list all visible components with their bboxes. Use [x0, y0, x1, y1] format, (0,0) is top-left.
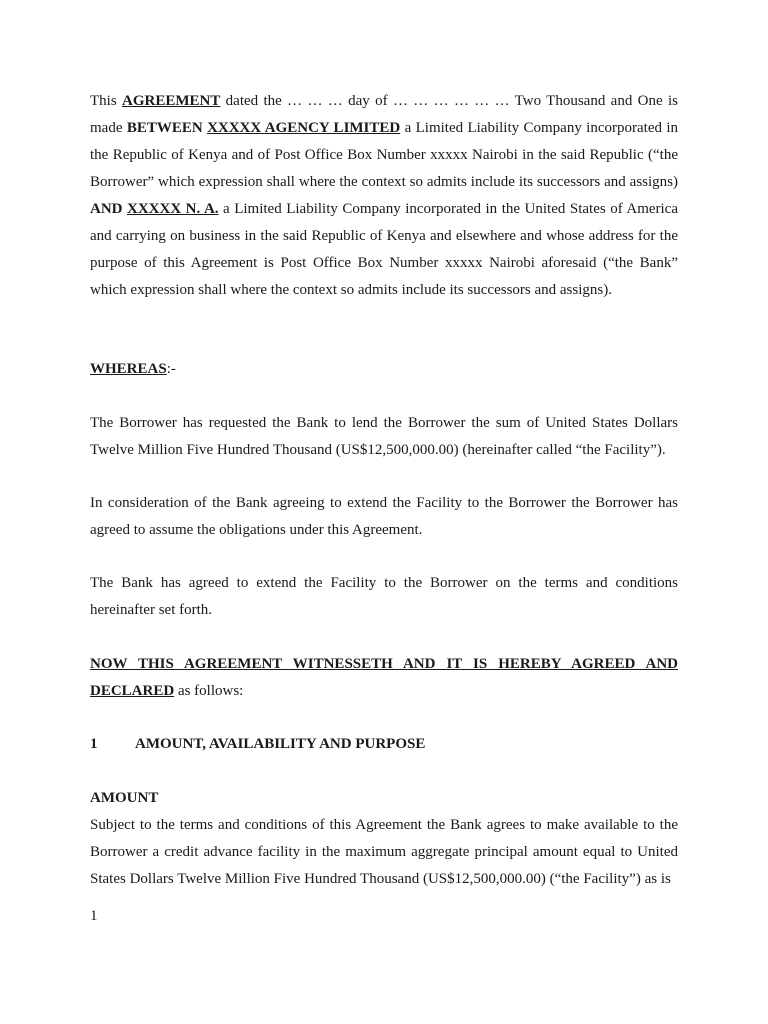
- recital-1: The Borrower has requested the Bank to lend the Borrower the sum of United States Dollars Twelve Million Five Hundred Thousand (US$12,500,000.00) (hereinafter called “the Facility”).: [90, 415, 678, 458]
- whereas-heading: WHEREAS:-: [90, 361, 176, 377]
- text-run: dated the … … … day of … … … … … … Two Thousand and One is made: [90, 93, 678, 136]
- whereas-label: WHEREAS: [90, 361, 167, 377]
- amount-paragraph: Subject to the terms and conditions of this Agreement the Bank agrees to make available to the Borrower a credit advance facility in the maximum aggregate principal amount equal to United States Dollars Twelve Million Five Hundred Thousand (US$12,500,000.00) (“the Facility”) as is: [90, 817, 678, 887]
- section-title: AMOUNT, AVAILABILITY AND PURPOSE: [135, 736, 426, 752]
- amount-heading: AMOUNT: [90, 790, 159, 806]
- text-run: This: [90, 93, 122, 109]
- section-1-heading: [90, 731, 678, 758]
- text-run: a Limited Liability Company incorporated in the United States of America and carrying on business in the said Republic of Kenya and elsewhere and whose address for the purpose of this Agreement is Post Office Box Number xxxxx Nairobi aforesaid (“the Bank” which expression shall where the context so admits include its successors and assigns).: [90, 201, 679, 298]
- page-number: 1: [90, 908, 98, 924]
- operative-clause-heading: NOW THIS AGREEMENT WITNESSETH AND IT IS HEREBY AGREED AND DECLARED: [90, 656, 678, 699]
- text-run: a Limited Liability Company incorporated in the Republic of Kenya and of Post Office Box Number xxxxx Nairobi in the said Republic (“the Borrower” which expression shall where the context so admits include its successors and assigns): [90, 120, 678, 190]
- recital-3: The Bank has agreed to extend the Facility to the Borrower on the terms and conditions hereinafter set forth.: [90, 575, 678, 618]
- borrower-name: XXXXX AGENCY LIMITED: [207, 120, 401, 136]
- bank-name: XXXXX N. A.: [127, 201, 219, 217]
- parties-paragraph: [90, 88, 678, 304]
- recital-2: In consideration of the Bank agreeing to extend the Facility to the Borrower the Borrower has agreed to assume the obligations under this Agreement.: [90, 495, 678, 538]
- and-term: AND: [90, 201, 123, 217]
- section-number: 1: [90, 736, 98, 752]
- between-term: BETWEEN: [126, 120, 203, 136]
- operative-clause: NOW THIS AGREEMENT WITNESSETH AND IT IS HEREBY AGREED AND DECLARED as follows:: [90, 656, 678, 699]
- agreement-term: AGREEMENT: [122, 93, 221, 109]
